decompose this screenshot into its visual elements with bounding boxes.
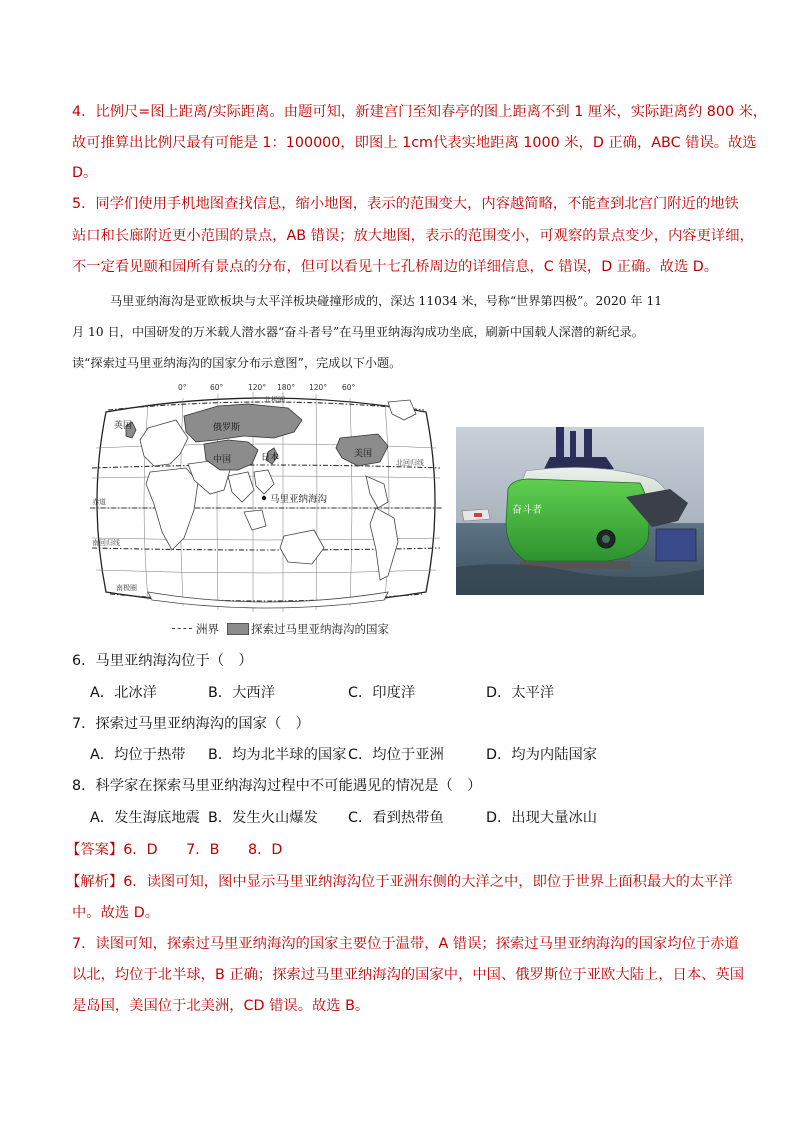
label-antarctic-circle: 南极圈 [116,584,137,592]
label-arctic-circle: 北极圈 [264,396,285,404]
analysis-tag: 【解析】 [66,874,124,890]
solution-4-line-2: 故可推算出比例尺最有可能是 1：100000，即图上 1cm代表实地距离 1000 米，D 正确，ABC 错误。故选 [72,135,757,151]
longitude-label: 120° [248,383,267,392]
boundary-dash-symbol [172,628,192,629]
q6-option-d: D．太平洋 [486,685,555,701]
solution-4-line-3: D。 [72,165,98,181]
country-fill-symbol [227,623,249,635]
submersible-photo [456,427,704,595]
q8-option-d: D．出现大量冰山 [486,810,598,826]
q7-option-d: D．均为内陆国家 [486,747,598,763]
label-japan: 日本 [261,453,280,463]
solution-4-line-1: 4．比例尺=图上距离/实际距离。由题可知，新建宫门至知春亭的图上距离不到 1 厘米，实际距离约 800 米， [72,104,768,120]
label-tropic-cancer: 北回归线 [396,459,424,467]
q7-option-a: A．均位于热带 [90,747,186,763]
question-6-stem: 6．马里亚纳海沟位于（ ） [72,653,253,669]
solution-5-line-2: 站口和长廊附近更小范围的景点，AB 错误；放大地图，表示的范围变小，可观察的景点变少，内容更详细， [72,228,754,244]
label-trench: 马里亚纳海沟 [270,494,328,505]
label-uk: 英国 [114,421,133,431]
q8-option-c: C．看到热带鱼 [348,810,444,826]
passage-line-1: 马里亚纳海沟是亚欧板块与太平洋板块碰撞形成的，深达 11034 米，号称“世界第四极”。2020 年 11 [110,294,663,308]
map-legend [172,621,389,636]
legend-countries: 探索过马里亚纳海沟的国家 [251,621,389,636]
label-tropic-capricorn: 南回归线 [92,539,120,547]
q6-option-c: C．印度洋 [348,685,416,701]
photo-label: 奋斗者 [512,505,542,516]
label-usa: 美国 [354,449,373,459]
trench-point [262,496,266,500]
analysis-line-2: 中。故选 D。 [72,905,160,921]
answer-tag: 【答案】 [66,842,124,858]
solution-5-line-1: 5．同学们使用手机地图查找信息，缩小地图，表示的范围变大，内容越简略，不能查到北宫门附近的地铁 [72,196,739,212]
answer-text: 6．D 7．B 8．D [123,842,283,858]
label-china: 中国 [213,455,232,465]
passage-line-2: 月 10 日，中国研发的万米载人潜水器“奋斗者号”在马里亚纳海沟成功坐底，刷新中国载人深潜的新纪录。 [72,325,644,339]
longitude-label: 60° [342,383,356,392]
label-russia: 俄罗斯 [213,423,241,433]
passage-line-3: 读“探索过马里亚纳海沟的国家分布示意图”，完成以下小题。 [72,356,402,370]
analysis-line-3: 7．读图可知，探索过马里亚纳海沟的国家主要位于温带，A 错误；探索过马里亚纳海沟的国家均位于赤道 [72,936,739,952]
q6-option-a: A．北冰洋 [90,685,157,701]
solution-5-line-3: 不一定看见颐和园所有景点的分布，但可以看见十七孔桥周边的详细信息，C 错误，D 正确。故选 D。 [72,259,719,275]
longitude-label: 60° [210,383,224,392]
q7-option-c: C．均位于亚洲 [348,747,444,763]
q8-option-b: B．发生火山爆发 [208,810,318,826]
analysis-text-1: 6．读图可知，图中显示马里亚纳海沟位于亚洲东侧的大洋之中，即位于世界上面积最大的太平洋 [123,874,733,890]
longitude-label: 180° [277,383,296,392]
question-7-stem: 7．探索过马里亚纳海沟的国家（ ） [72,716,310,732]
answer-line [66,840,726,860]
label-equator: 赤道 [92,498,106,506]
question-8-stem: 8．科学家在探索马里亚纳海沟过程中不可能遇见的情况是（ ） [72,778,482,794]
longitude-label: 0° [178,383,187,392]
q8-option-a: A．发生海底地震 [90,810,200,826]
q6-option-b: B．大西洋 [208,685,275,701]
analysis-line-1 [66,872,733,892]
legend-boundary: 洲界 [196,621,219,636]
analysis-line-4: 以北，均位于北半球，B 正确；探索过马里亚纳海沟的国家中，中国、俄罗斯位于亚欧大陆上，日本、英国 [72,967,745,983]
analysis-line-5: 是岛国，美国位于北美洲，CD 错误。故选 B。 [72,998,370,1014]
q7-option-b: B．均为北半球的国家 [208,747,347,763]
world-map [88,380,444,620]
longitude-label: 120° [309,383,328,392]
